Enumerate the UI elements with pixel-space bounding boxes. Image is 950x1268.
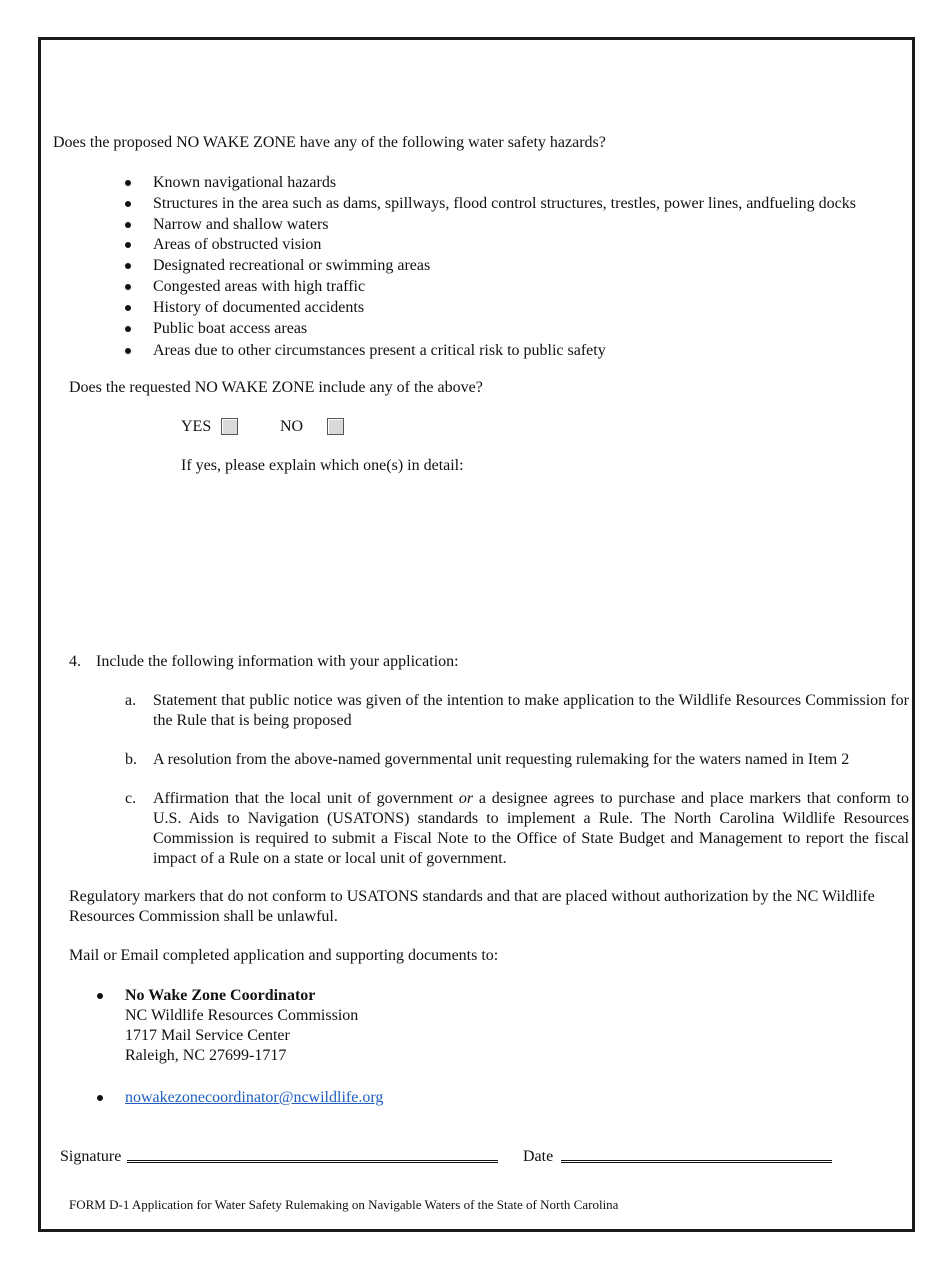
subitem-a-text: Statement that public notice was given of the intention to make application to the Wildlife Resources Commission for the Rule that is being proposed <box>153 692 909 729</box>
bullet-icon <box>125 305 131 311</box>
no-label: NO <box>280 418 304 435</box>
subitem-a-letter: a. <box>125 692 137 709</box>
item-4-number: 4. <box>69 653 81 670</box>
signature-line[interactable] <box>127 1160 498 1163</box>
list-item: Public boat access areas <box>153 320 308 337</box>
bullet-icon <box>125 263 131 269</box>
include-question: Does the requested NO WAKE ZONE include any of the above? <box>69 379 483 396</box>
bullet-icon <box>125 180 131 186</box>
list-item: Narrow and shallow waters <box>153 216 329 233</box>
subitem-c-letter: c. <box>125 790 137 807</box>
mail-instruction: Mail or Email completed application and supporting documents to: <box>69 947 499 964</box>
bullet-icon <box>125 222 131 228</box>
bullet-icon <box>125 284 131 290</box>
item-4-text: Include the following information with your application: <box>96 653 459 670</box>
address-name: No Wake Zone Coordinator <box>125 987 316 1004</box>
subitem-c-text-part: a designee agrees to purchase and place markers that conform to U.S. Aids to Navigation (USATONS) standards to implement a Rule. The North Carolina Wildlife Resources Commission is required to submit a Fiscal Note to the Office of State Budget and Management to report the fiscal impact of a Rule on a state or local unit of government. <box>153 790 910 867</box>
yes-label: YES <box>181 418 212 435</box>
list-item: Designated recreational or swimming areas <box>153 257 431 274</box>
subitem-b-text: A resolution from the above-named governmental unit requesting rulemaking for the waters named in Item 2 <box>153 751 850 768</box>
email-link[interactable]: nowakezonecoordinator@ncwildlife.org <box>125 1089 384 1106</box>
bullet-icon <box>97 1095 103 1101</box>
subitem-c-text-part: Affirmation that the local unit of government <box>153 790 459 807</box>
bullet-icon <box>125 326 131 332</box>
subitem-b-letter: b. <box>125 751 137 768</box>
bullet-icon <box>125 242 131 248</box>
list-item: Areas due to other circumstances present a critical risk to public safety <box>153 342 606 359</box>
explain-label: If yes, please explain which one(s) in detail: <box>181 457 464 474</box>
date-line[interactable] <box>561 1160 832 1163</box>
no-checkbox[interactable] <box>327 418 344 435</box>
address-line1: NC Wildlife Resources Commission <box>125 1007 359 1024</box>
regulatory-note: Regulatory markers that do not conform to USATONS standards and that are placed without authorization by the NC Wildlife Resources Commission shall be unlawful. <box>69 888 875 925</box>
list-item: Known navigational hazards <box>153 174 337 191</box>
list-item: Congested areas with high traffic <box>153 278 366 295</box>
subitem-c-emphasis: or <box>458 790 474 807</box>
explain-text-area[interactable] <box>181 482 901 632</box>
form-footer: FORM D-1 Application for Water Safety Rulemaking on Navigable Waters of the State of North Carolina <box>69 1197 619 1212</box>
list-item: Areas of obstructed vision <box>153 236 322 253</box>
bullet-icon <box>125 348 131 354</box>
hazards-question: Does the proposed NO WAKE ZONE have any of the following water safety hazards? <box>53 134 606 151</box>
yes-checkbox[interactable] <box>221 418 238 435</box>
address-line2: 1717 Mail Service Center <box>125 1027 290 1044</box>
signature-label: Signature <box>60 1148 122 1165</box>
address-line3: Raleigh, NC 27699-1717 <box>125 1047 287 1064</box>
date-label: Date <box>523 1148 554 1165</box>
list-item: Structures in the area such as dams, spillways, flood control structures, trestles, power lines, andfueling docks <box>153 195 856 212</box>
subitem-c-text <box>153 789 909 869</box>
list-item: History of documented accidents <box>153 299 365 316</box>
bullet-icon <box>97 993 103 999</box>
bullet-icon <box>125 201 131 207</box>
